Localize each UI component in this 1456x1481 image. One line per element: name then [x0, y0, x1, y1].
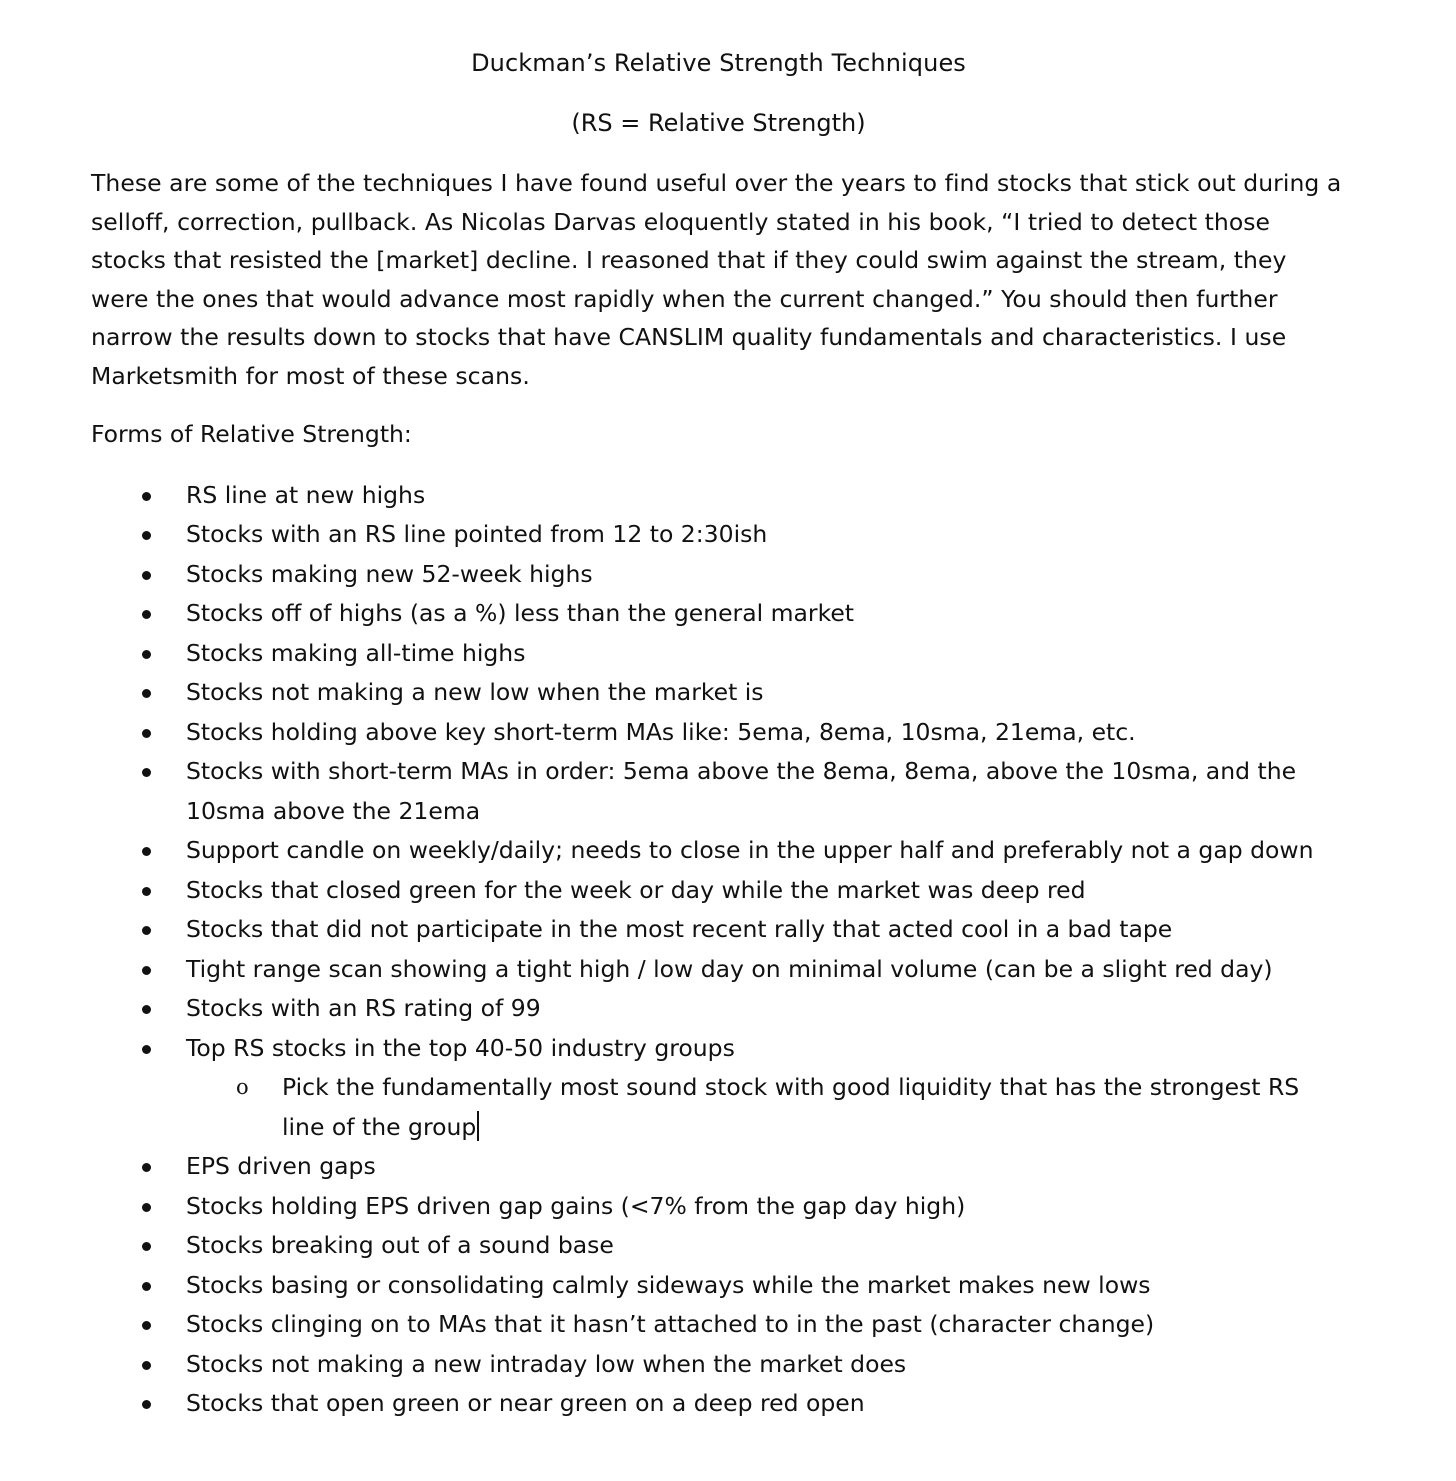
bullet-list [91, 476, 1346, 1424]
sub-bullet-list [186, 1068, 1346, 1147]
document-title: Duckman’s Relative Strength Techniques [471, 49, 966, 77]
list-item: Stocks basing or consolidating calmly sideways while the market makes new lows [91, 1266, 1346, 1306]
list-item: RS line at new highs [91, 476, 1346, 516]
sub-list-item [186, 1068, 1346, 1147]
list-item: Tight range scan showing a tight high / low day on minimal volume (can be a slight red day) [91, 950, 1346, 990]
list-item: Stocks off of highs (as a %) less than the general market [91, 594, 1346, 634]
list-item: Stocks that open green or near green on a deep red open [91, 1384, 1346, 1424]
list-item: Stocks not making a new intraday low when the market does [91, 1345, 1346, 1385]
list-item: Stocks clinging on to MAs that it hasn’t attached to in the past (character change) [91, 1305, 1346, 1345]
forms-label: Forms of Relative Strength: [91, 420, 412, 448]
list-item: Support candle on weekly/daily; needs to close in the upper half and preferably not a gap down [91, 831, 1346, 871]
list-item: EPS driven gaps [91, 1147, 1346, 1187]
list-item: Stocks holding EPS driven gap gains (<7% from the gap day high) [91, 1187, 1346, 1227]
list-item: Stocks holding above key short-term MAs like: 5ema, 8ema, 10sma, 21ema, etc. [91, 713, 1346, 753]
list-item: Stocks not making a new low when the market is [91, 673, 1346, 713]
list-item-text: Top RS stocks in the top 40-50 industry groups [186, 1033, 735, 1062]
list-item: Stocks breaking out of a sound base [91, 1226, 1346, 1266]
sub-list-item-text: Pick the fundamentally most sound stock with good liquidity that has the strongest RS line of the group [282, 1073, 1300, 1141]
list-item [91, 1029, 1346, 1148]
list-item: Stocks with short-term MAs in order: 5ema above the 8ema, 8ema, above the 10sma, and the 10sma above the 21ema [91, 752, 1346, 831]
list-item: Stocks with an RS line pointed from 12 to 2:30ish [91, 515, 1346, 555]
list-item: Stocks making new 52-week highs [91, 555, 1346, 595]
text-cursor [477, 1111, 479, 1141]
intro-paragraph: These are some of the techniques I have found useful over the years to find stocks that stick out during a selloff, correction, pullback. As Nicolas Darvas eloquently stated in his book, “I tried to detect those stocks that resisted the [market] decline. I reasoned that if they could swim against the stream, they were the ones that would advance most rapidly when the current changed.” You should then further narrow the results down to stocks that have CANSLIM quality fundamentals and characteristics. I use Marketsmith for most of these scans. [91, 169, 1342, 390]
list-item: Stocks that did not participate in the most recent rally that acted cool in a bad tape [91, 910, 1346, 950]
list-item: Stocks making all-time highs [91, 634, 1346, 674]
list-item: Stocks that closed green for the week or day while the market was deep red [91, 871, 1346, 911]
list-item: Stocks with an RS rating of 99 [91, 989, 1346, 1029]
document-subtitle: (RS = Relative Strength) [571, 109, 866, 137]
